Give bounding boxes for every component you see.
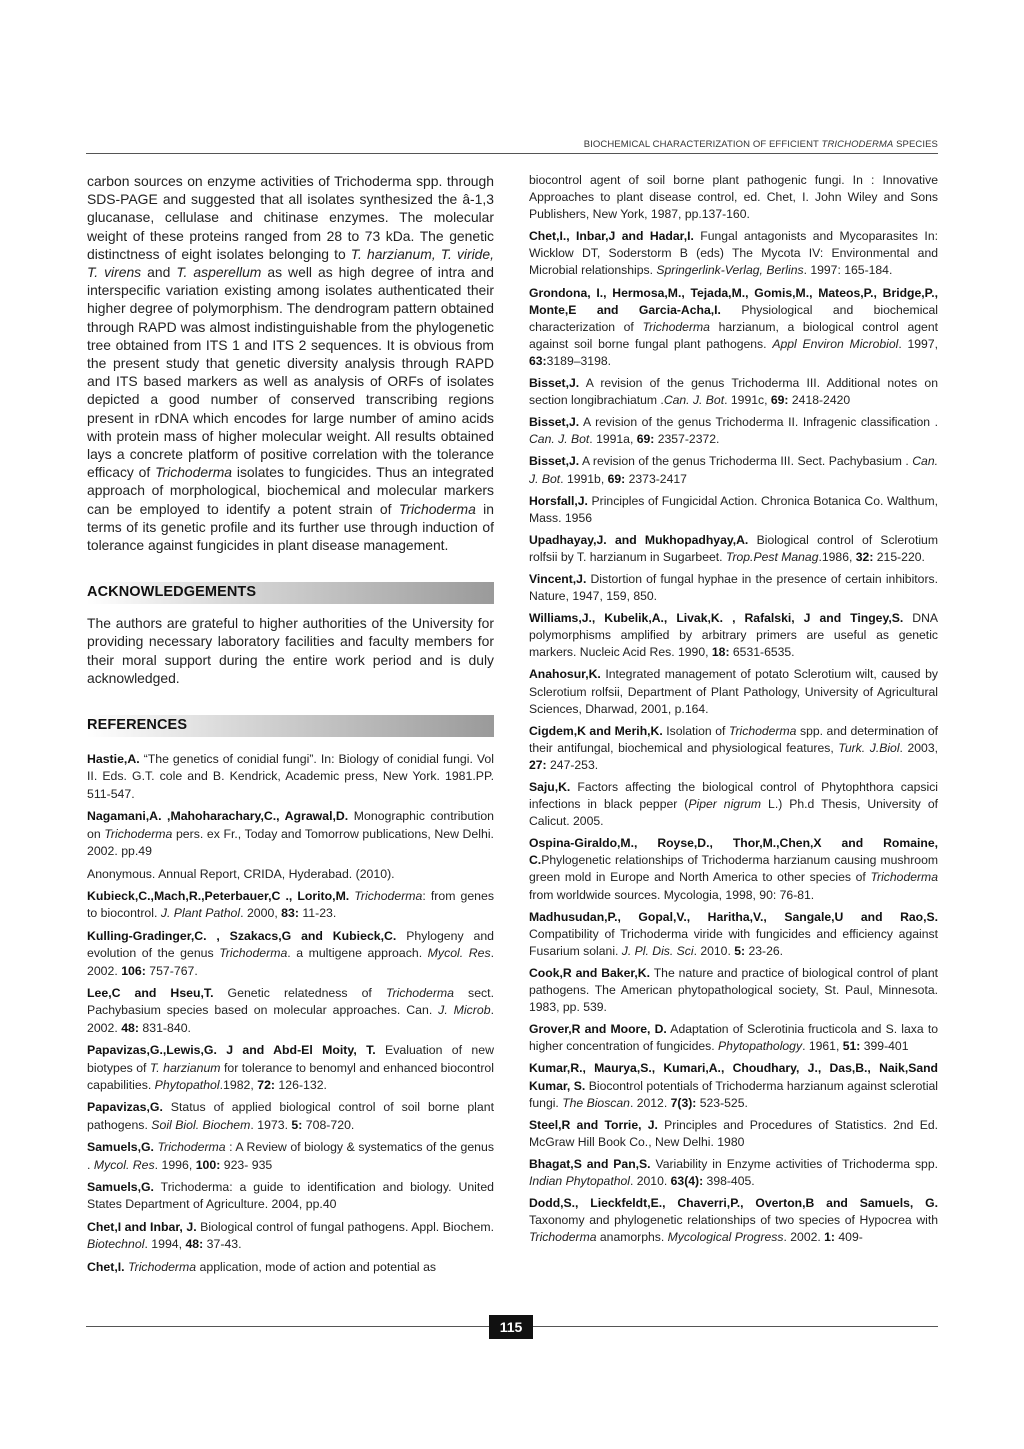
reference-item: Cook,R and Baker,K. The nature and practice of biological control of plant pathogens. The American phytopathological society, St. Paul, Minnesota. 1983, pp. 539.: [529, 965, 938, 1015]
references-heading-bar: [87, 715, 494, 737]
reference-item: Williams,J., Kubelik,A., Livak,K. , Rafalski, J and Tingey,S. DNA polymorphisms amplified by arbitrary primers are useful as genetic markers. Nucleic Acid Res. 1990, 18: 6531-6535.: [529, 611, 938, 660]
reference-item: Ospina-Giraldo,M., Royse,D., Thor,M.,Chen,X and Romaine, C.Phylogenetic relationships of Trichoderma harzianum causing mushroom green mold in Europe and North America to other species of Trichoderma from worldwide sources. Mycologia, 1998, 90: 76-81.: [529, 836, 938, 902]
reference-item: Hastie,A. “The genetics of conidial fungi”. In: Biology of conidial fungi. Vol II. Eds. G.T. cole and B. Kendrick, Academic press, New York. 1981.PP. 511-547.: [87, 752, 494, 801]
references-list-right: [529, 172, 938, 1246]
body-paragraph: carbon sources on enzyme activities of Trichoderma spp. through SDS-PAGE and suggested that all isolates synthesized the â-1,3 glucanase, cellulase and chitinase enzymes. The molecular weight of these proteins ranged from 28 to 73 kDa. The genetic distinctness of eight isolates belonging to T. harzianum, T. viride, T. virens and T. asperellum as well as high degree of intra and interspecific variation existing among isolates authenticated their higher degree of polymorphism. The dendrogram pattern obtained through RAPD was almost indistinguishable from the phylogenetic tree obtained from ITS 1 and ITS 2 sequences. It is obvious from the present study that genetic diversity analysis through RAPD and ITS based markers as well as analysis of ORFs of isolates depicted a good number of conserved transcribing regions present in rDNA which encodes for large number of amino acids with protein mass of higher molecular weight. All results obtained lays a concrete platform of positive correlation with the tolerance efficacy of Trichoderma isolates to fungicides. Thus an integrated approach of morphological, biochemical and molecular markers can be employed to identify a potent strain of Trichoderma in terms of its genetic profile and its further use through induction of tolerance against fungicides in plant disease management.: [87, 173, 495, 554]
acknowledgements-heading: ACKNOWLEDGEMENTS: [87, 584, 257, 601]
reference-item: Steel,R and Torrie, J. Principles and Procedures of Statistics. 2nd Ed. McGraw Hill Book Co., New Delhi. 1980: [529, 1117, 938, 1149]
reference-item: Samuels,G. Trichoderma : A Review of biology & systematics of the genus . Mycol. Res. 1996, 100: 923- 935: [87, 1140, 494, 1172]
reference-item: Kumar,R., Maurya,S., Kumari,A., Choudhary, J., Das,B., Naik,Sand Kumar, S. Biocontrol potentials of Trichoderma harzianum against sclerotial fungi. The Bioscan. 2012. 7(3): 523-525.: [529, 1061, 939, 1110]
reference-item: Upadhayay,J. and Mukhopadhyay,A. Biological control of Sclerotium rolfsii by T. harzianum in Sugarbeet. Trop.Pest Manag.1986, 32: 215-220.: [529, 532, 938, 564]
reference-item: Nagamani,A. ,Mahoharachary,C., Agrawal,D. Monographic contribution on Trichoderma pers. ex Fr., Today and Tomorrow publications, New Delhi. 2002. pp.49: [87, 809, 494, 859]
reference-item: Cigdem,K and Merih,K. Isolation of Trichoderma spp. and determination of their antifungal, biochemical and physiological features, Turk. J.Biol. 2003, 27: 247-253.: [529, 723, 938, 772]
reference-item: Vincent,J. Distortion of fungal hyphae in the presence of certain inhibitors. Nature, 1947, 159, 850.: [529, 571, 938, 604]
reference-item: Kulling-Gradinger,C. , Szakacs,G and Kubieck,C. Phylogeny and evolution of the genus Trichoderma. a multigene approach. Mycol. Res. 2002. 106: 757-767.: [87, 928, 495, 978]
references-list-left: [87, 751, 494, 1276]
header-rule: [86, 153, 938, 154]
right-column: [529, 172, 938, 1251]
reference-item: Anonymous. Annual Report, CRIDA, Hyderabad. (2010).: [87, 866, 395, 881]
reference-item: Anahosur,K. Integrated management of potato Sclerotium wilt, caused by Sclerotium rolfsii, Department of Plant Pathology, University of Agricultural Sciences, Dharwad, 2001, p.164.: [529, 667, 938, 716]
acknowledgements-text: The authors are grateful to higher authorities of the University for providing necessary laboratory facilities and faculty members for their moral support during the entire work period and is duly acknowledged.: [87, 615, 494, 686]
reference-item: Madhusudan,P., Gopal,V., Haritha,V., Sangale,U and Rao,S. Compatibility of Trichoderma viride with fungicides and efficiency against Fusarium solani. J. Pl. Dis. Sci. 2010. 5: 23-26.: [529, 909, 938, 958]
page-number: 115: [489, 1315, 533, 1339]
reference-item: Chet,I and Inbar, J. Biological control of fungal pathogens. Appl. Biochem. Biotechnol. 1994, 48: 37-43.: [87, 1219, 494, 1252]
reference-item: Saju,K. Factors affecting the biological control of Phytophthora capsici infections in black pepper (Piper nigrum L.) Ph.d Thesis, University of Calicut. 2005.: [529, 780, 938, 829]
reference-item: Lee,C and Hseu,T. Genetic relatedness of Trichoderma sect. Pachybasium species based on molecular approaches. Can. J. Microb. 2002. 48: 831-840.: [87, 985, 495, 1035]
reference-item: Grover,R and Moore, D. Adaptation of Sclerotinia fructicola and S. laxa to higher concentration of fungicides. Phytopathology. 1961, 51: 399-401: [529, 1022, 938, 1054]
left-column: [87, 172, 494, 1281]
reference-item: Chet,I., Inbar,J and Hadar,I. Fungal antagonists and Mycoparasites In: Wicklow DT, Soderstorm B (eds) The Mycota IV: Environmental and Microbial relationships. Springerlink-Verlag, Berlins. 1997: 165-184.: [529, 229, 938, 278]
reference-item: Grondona, I., Hermosa,M., Tejada,M., Gomis,M., Mateos,P., Bridge,P., Monte,E and Garcia-Acha,I. Physiological and biochemical characterization of Trichoderma harzianum, a biological control agent against soil borne fungal plant pathogens. Appl Environ Microbiol. 1997, 63:3189–3198.: [529, 285, 938, 368]
references-heading: REFERENCES: [87, 717, 188, 734]
acknowledgements-heading-bar: [87, 582, 494, 604]
reference-item: Papavizas,G. Status of applied biological control of soil borne plant pathogens. Soil Biol. Biochem. 1973. 5: 708-720.: [87, 1100, 494, 1132]
reference-item: Dodd,S., Lieckfeldt,E., Chaverri,P., Overton,B and Samuels, G. Taxonomy and phylogenetic relationships of two species of Hypocrea with Trichoderma anamorphs. Mycological Progress. 2002. 1: 409-: [529, 1196, 938, 1245]
reference-item: Horsfall,J. Principles of Fungicidal Action. Chronica Botanica Co. Walthum, Mass. 1956: [529, 493, 938, 525]
reference-item: Bisset,J. A revision of the genus Trichoderma II. Infragenic classification . Can. J. Bot. 1991a, 69: 2357-2372.: [529, 415, 938, 447]
reference-item: Samuels,G. Trichoderma: a guide to identification and biology. United States Department of Agriculture. 2004, pp.40: [87, 1180, 494, 1212]
reference-item: Papavizas,G.,Lewis,G. J and Abd-El Moity, T. Evaluation of new biotypes of T. harzianum for tolerance to benomyl and enhanced biocontrol capabilities. Phytopathol.1982, 72: 126-132.: [87, 1043, 495, 1092]
reference-item: Bisset,J. A revision of the genus Trichoderma III. Sect. Pachybasium . Can. J. Bot. 1991b, 69: 2373-2417: [529, 454, 938, 486]
reference-item: Kubieck,C.,Mach,R.,Peterbauer,C ., Lorito,M. Trichoderma: from genes to biocontrol. J. Plant Pathol. 2000, 83: 11-23.: [87, 888, 494, 921]
reference-item: Bhagat,S and Pan,S. Variability in Enzyme activities of Trichoderma spp. Indian Phytopathol. 2010. 63(4): 398-405.: [529, 1156, 939, 1188]
reference-item: biocontrol agent of soil borne plant pathogenic fungi. In : Innovative Approaches to plant disease control, ed. Chet, I. John Wiley and Sons Publishers, New York, 1987, pp.137-160.: [529, 173, 938, 222]
running-head: BIOCHEMICAL CHARACTERIZATION OF EFFICIENT TRICHODERMA SPECIES: [583, 139, 938, 150]
reference-item: Chet,I. Trichoderma application, mode of action and potential as: [87, 1259, 437, 1274]
reference-item: Bisset,J. A revision of the genus Trichoderma III. Additional notes on section longibrachiatum .Can. J. Bot. 1991c, 69: 2418-2420: [529, 376, 938, 408]
